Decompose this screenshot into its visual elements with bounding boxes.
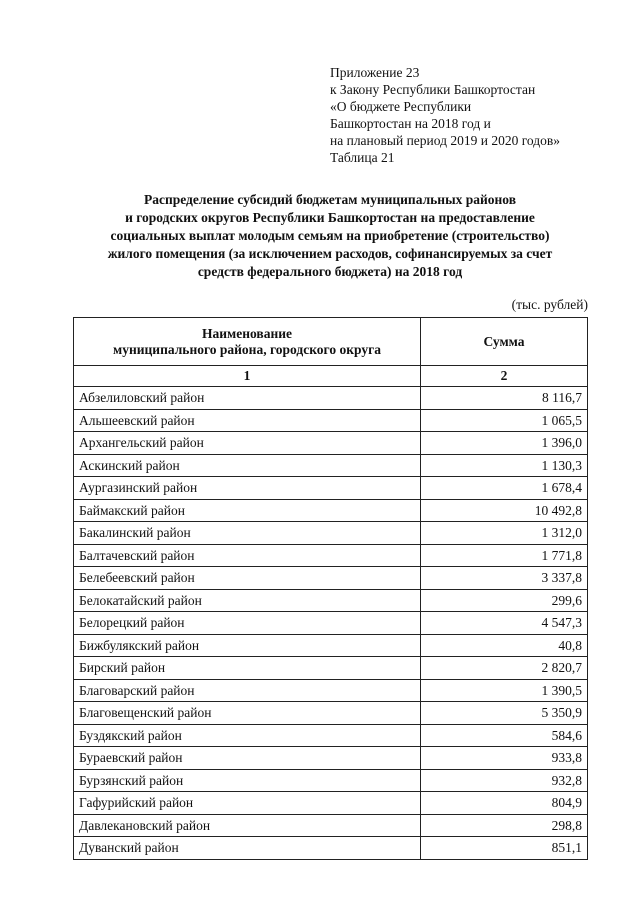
table-row [74,589,588,612]
subsidy-amount: 1 396,0 [421,432,588,455]
table-row [74,837,588,860]
table-row [74,567,588,590]
district-name: Бурзянский район [74,769,421,792]
table-row [74,544,588,567]
appendix-line: Башкортостан на 2018 год и [330,116,491,131]
district-name: Бижбулякский район [74,634,421,657]
appendix-line: Таблица 21 [330,150,395,165]
district-name: Балтачевский район [74,544,421,567]
header-sum: Сумма [421,318,588,366]
subsidy-amount: 299,6 [421,589,588,612]
district-name: Белорецкий район [74,612,421,635]
district-name: Белокатайский район [74,589,421,612]
subsidy-amount: 584,6 [421,724,588,747]
table-row [74,432,588,455]
table-row [74,747,588,770]
table-row [74,634,588,657]
column-number: 2 [421,366,588,387]
subsidy-amount: 5 350,9 [421,702,588,725]
table-row [74,522,588,545]
district-name: Благоварский район [74,679,421,702]
table-row [74,724,588,747]
subsidy-amount: 10 492,8 [421,499,588,522]
district-name: Бирский район [74,657,421,680]
table-row [74,477,588,500]
units-label: (тыс. рублей) [511,297,588,312]
table-row [74,679,588,702]
table-row [74,769,588,792]
district-name: Давлекановский район [74,814,421,837]
table-row [74,454,588,477]
subsidy-amount: 4 547,3 [421,612,588,635]
district-name: Абзелиловский район [74,387,421,410]
district-name: Гафурийский район [74,792,421,815]
subsidy-amount: 851,1 [421,837,588,860]
subsidy-amount: 1 130,3 [421,454,588,477]
subsidy-amount: 8 116,7 [421,387,588,410]
subsidy-amount: 1 312,0 [421,522,588,545]
title-line: жилого помещения (за исключением расходов, софинансируемых за счет [107,246,553,261]
title-line: Распределение субсидий бюджетам муниципальных районов [143,192,517,207]
subsidy-amount: 298,8 [421,814,588,837]
title-line: социальных выплат молодым семьям на приобретение (строительство) [110,228,550,243]
district-name: Аскинский район [74,454,421,477]
table-row [74,792,588,815]
table-row [74,657,588,680]
subsidy-amount: 2 820,7 [421,657,588,680]
district-name: Аургазинский район [74,477,421,500]
subsidy-amount: 1 771,8 [421,544,588,567]
district-name: Архангельский район [74,432,421,455]
table-row [74,409,588,432]
document-title [60,191,600,281]
subsidy-amount: 1 390,5 [421,679,588,702]
subsidy-amount: 40,8 [421,634,588,657]
table-header-row [74,318,588,366]
subsidy-amount: 804,9 [421,792,588,815]
table-row [74,612,588,635]
subsidy-amount: 3 337,8 [421,567,588,590]
appendix-line: к Закону Республики Башкортостан [330,82,536,97]
district-name: Альшеевский район [74,409,421,432]
title-line: средств федерального бюджета) на 2018 год [197,264,463,279]
title-line: и городских округов Республики Башкортостан на предоставление [125,210,535,225]
subsidy-amount: 1 065,5 [421,409,588,432]
appendix-header [330,64,560,166]
appendix-line: Приложение 23 [330,65,420,80]
header-name-line2: муниципального района, городского округа [113,341,381,357]
district-name: Дуванский район [74,837,421,860]
subsidy-amount: 932,8 [421,769,588,792]
appendix-line: на плановый период 2019 и 2020 годов» [330,133,561,148]
header-name [74,318,421,366]
table-row [74,814,588,837]
district-name: Белебеевский район [74,567,421,590]
column-number-row [74,366,588,387]
district-name: Бураевский район [74,747,421,770]
column-number: 1 [74,366,421,387]
appendix-line: «О бюджете Республики [330,99,472,114]
district-name: Буздякский район [74,724,421,747]
subsidy-amount: 933,8 [421,747,588,770]
district-name: Бакалинский район [74,522,421,545]
table-row [74,702,588,725]
subsidy-table [73,317,588,860]
subsidy-amount: 1 678,4 [421,477,588,500]
table-row [74,387,588,410]
district-name: Благовещенский район [74,702,421,725]
table-row [74,499,588,522]
header-name-line1: Наименование [202,325,292,341]
district-name: Баймакский район [74,499,421,522]
